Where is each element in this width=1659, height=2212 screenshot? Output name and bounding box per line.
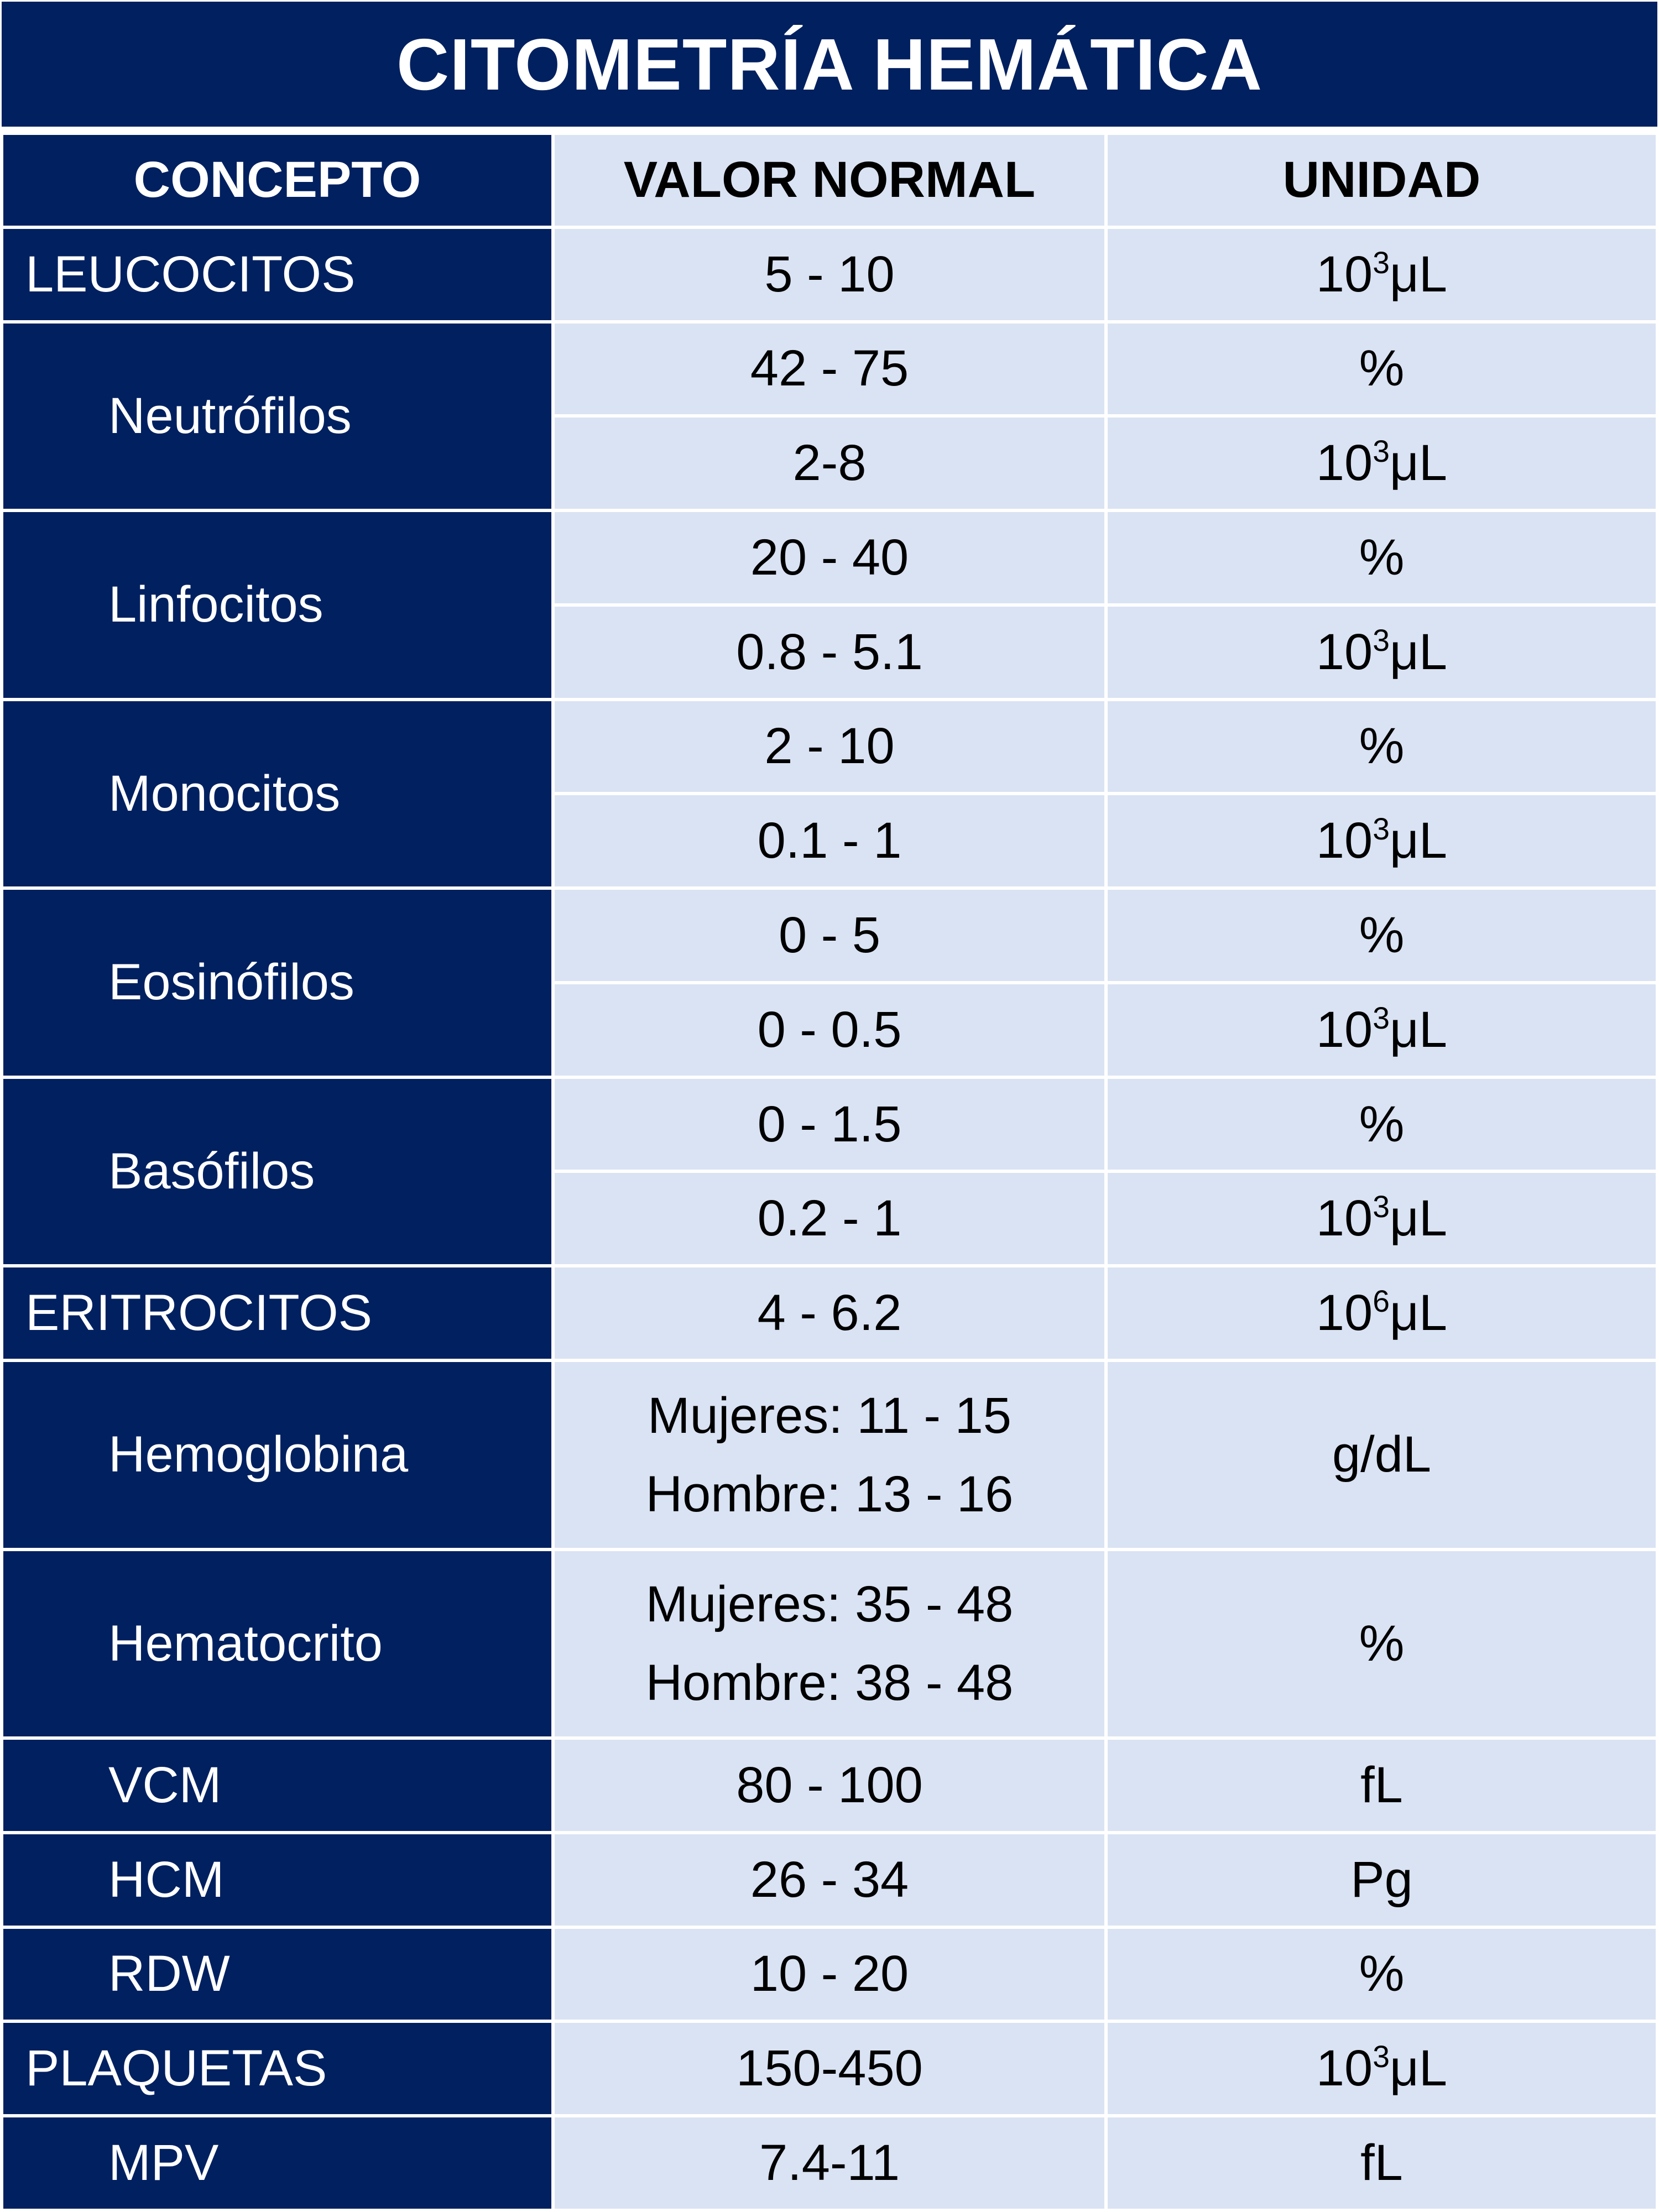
concept-cell: ERITROCITOS: [3, 1267, 551, 1359]
unit-exponent: 3: [1373, 434, 1390, 469]
unit-cell: %: [1108, 1929, 1656, 2020]
concept-cell: Basófilos: [3, 1079, 551, 1265]
concept-cell: MPV: [3, 2117, 551, 2209]
unit-cell: %: [1108, 1551, 1656, 1737]
value-cell: [555, 1551, 1104, 1737]
header-value: VALOR NORMAL: [555, 135, 1104, 226]
unit-base: 10: [1316, 1285, 1373, 1342]
unit-cell: %: [1108, 1079, 1656, 1170]
table-row: [3, 890, 1656, 981]
value-cell: 5 - 10: [555, 229, 1104, 320]
unit-cell: g/dL: [1108, 1362, 1656, 1548]
unit-suffix: μL: [1389, 246, 1448, 302]
concept-cell: VCM: [3, 1740, 551, 1831]
unit-cell: [1108, 1173, 1656, 1264]
value-cell: [555, 1362, 1104, 1548]
table-row: [3, 701, 1656, 792]
unit-exponent: 3: [1373, 812, 1390, 847]
table-row: [3, 229, 1656, 320]
table-row: [3, 1551, 1656, 1737]
value-cell: 2 - 10: [555, 701, 1104, 792]
unit-suffix: μL: [1389, 812, 1448, 869]
unit-cell: [1108, 795, 1656, 886]
value-cell: 20 - 40: [555, 512, 1104, 603]
unit-cell: [1108, 1267, 1656, 1359]
value-cell: 0 - 1.5: [555, 1079, 1104, 1170]
concept-cell: LEUCOCITOS: [3, 229, 551, 320]
value-cell: 0.8 - 5.1: [555, 607, 1104, 698]
concept-cell: HCM: [3, 1834, 551, 1926]
header-unit: UNIDAD: [1108, 135, 1656, 226]
unit-base: 10: [1316, 623, 1373, 680]
table-row: [3, 2117, 1656, 2209]
unit-base: 10: [1316, 812, 1373, 869]
unit-cell: %: [1108, 512, 1656, 603]
unit-cell: [1108, 607, 1656, 698]
unit-base: 10: [1316, 435, 1373, 492]
concept-cell: Neutrófilos: [3, 324, 551, 509]
value-cell: 26 - 34: [555, 1834, 1104, 1926]
concept-cell: RDW: [3, 1929, 551, 2020]
value-line-men: Hombre: 38 - 48: [645, 1655, 1014, 1712]
unit-exponent: 3: [1373, 623, 1390, 658]
unit-cell: %: [1108, 324, 1656, 415]
concept-cell: Hemoglobina: [3, 1362, 551, 1548]
value-cell: 4 - 6.2: [555, 1267, 1104, 1359]
unit-exponent: 3: [1373, 1000, 1390, 1035]
unit-suffix: μL: [1389, 623, 1448, 680]
value-cell: 10 - 20: [555, 1929, 1104, 2020]
unit-cell: [1108, 984, 1656, 1076]
unit-base: 10: [1316, 1001, 1373, 1058]
table-row: [3, 1267, 1656, 1359]
value-cell: 80 - 100: [555, 1740, 1104, 1831]
value-cell: 2-8: [555, 418, 1104, 509]
unit-suffix: μL: [1389, 1285, 1448, 1342]
value-cell: 150-450: [555, 2023, 1104, 2114]
table-row: [3, 1079, 1656, 1170]
reference-values-table: [0, 132, 1659, 2212]
unit-cell: %: [1108, 890, 1656, 981]
page-title: CITOMETRÍA HEMÁTICA: [2, 2, 1657, 127]
concept-cell: PLAQUETAS: [3, 2023, 551, 2114]
header-concept: CONCEPTO: [3, 135, 551, 226]
unit-base: 10: [1316, 246, 1373, 302]
value-cell: 0.2 - 1: [555, 1173, 1104, 1264]
table-row: [3, 324, 1656, 415]
table-row: [3, 2023, 1656, 2114]
concept-cell: Eosinófilos: [3, 890, 551, 1076]
value-line-women: Mujeres: 11 - 15: [648, 1387, 1011, 1444]
table-row: [3, 1740, 1656, 1831]
concept-cell: Monocitos: [3, 701, 551, 887]
unit-cell: [1108, 418, 1656, 509]
unit-suffix: μL: [1389, 1190, 1448, 1247]
table-row: [3, 1929, 1656, 2020]
unit-cell: [1108, 2023, 1656, 2114]
unit-cell: %: [1108, 701, 1656, 792]
table-row: [3, 512, 1656, 603]
unit-cell: fL: [1108, 2117, 1656, 2209]
table-row: [3, 1362, 1656, 1548]
table-row: [3, 1834, 1656, 1926]
unit-exponent: 3: [1373, 245, 1390, 280]
value-line-women: Mujeres: 35 - 48: [645, 1576, 1014, 1633]
value-cell: 7.4-11: [555, 2117, 1104, 2209]
unit-exponent: 3: [1373, 1190, 1390, 1224]
concept-cell: Linfocitos: [3, 512, 551, 698]
unit-cell: [1108, 229, 1656, 320]
unit-cell: fL: [1108, 1740, 1656, 1831]
unit-exponent: 6: [1373, 1284, 1390, 1318]
unit-cell: Pg: [1108, 1834, 1656, 1926]
unit-suffix: μL: [1389, 1001, 1448, 1058]
value-cell: 0.1 - 1: [555, 795, 1104, 886]
unit-base: 10: [1316, 2040, 1373, 2097]
value-cell: 0 - 5: [555, 890, 1104, 981]
unit-suffix: μL: [1389, 2040, 1448, 2097]
header-row: [3, 135, 1656, 226]
unit-base: 10: [1316, 1190, 1373, 1247]
concept-cell: Hematocrito: [3, 1551, 551, 1737]
value-cell: 0 - 0.5: [555, 984, 1104, 1076]
value-line-men: Hombre: 13 - 16: [645, 1465, 1014, 1522]
unit-exponent: 3: [1373, 2039, 1390, 2074]
value-cell: 42 - 75: [555, 324, 1104, 415]
unit-suffix: μL: [1389, 435, 1448, 492]
